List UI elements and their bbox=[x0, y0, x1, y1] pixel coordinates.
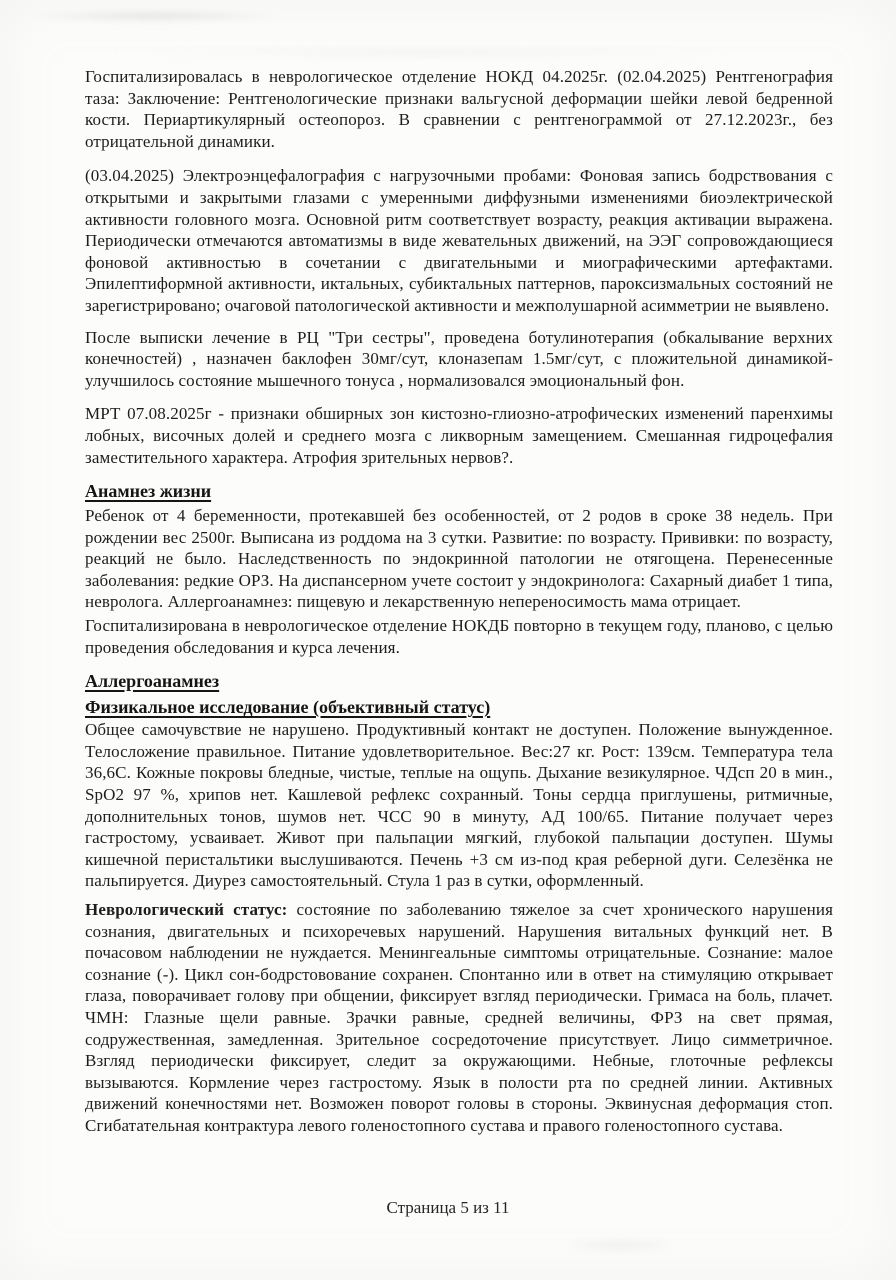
neurological-status-label: Неврологический статус: bbox=[85, 900, 288, 919]
heading-life-anamnesis: Анамнез жизни bbox=[85, 481, 212, 502]
heading-physical-examination: Физикальное исследование (объективный статус) bbox=[85, 697, 491, 718]
scan-smudge-artifact bbox=[25, 10, 285, 22]
neurological-status-text: состояние по заболеванию тяжелое за счет хронического нарушения сознания, двигательных и психоречевых нарушений. Нарушения витальных функций нет. В почасовом наблюдении не нуждается. Менингеальные симптомы отрицательные. Сознание: малое сознание (-). Цикл сон-бодрстовование сохранен. Спонтанно или в ответ на стимуляцию открывает глаза, поворачивает голову при общении, фиксирует взгляд периодически. Гримаса на боль, плачет. ЧМН: Глазные щели равные. Зрачки равные, средней величины, ФРЗ на свет прямая, содружественная, замедленная. Зрительное сосредоточение присутствует. Лицо симметричное. Взгляд периодически фиксирует, следит за окружающими. Небные, глоточные рефлексы вызываются. Кормление через гастростому. Язык в полости рта по средней линии. Активных движений конечностями нет. Возможен поворот головы в стороны. Эквинусная деформация стоп. Сгибатательная контрактура левого голеностопного сустава и правого голеностопного сустава. bbox=[85, 900, 833, 1135]
paragraph-rehospitalization: Госпитализирована в неврологическое отделение НОКДБ повторно в текущем году, планово, с целью проведения обследования и курса лечения. bbox=[85, 616, 833, 657]
paragraph-mri-findings: МРТ 07.08.2025г - признаки обширных зон кистозно-глиозно-атрофических изменений паренхимы лобных, височных долей и среднего мозга с ликворным замещением. Смешанная гидроцефалия заместительного характера. Атрофия зрительных нервов?. bbox=[85, 404, 833, 467]
paragraph-neurological-status bbox=[85, 899, 833, 1137]
paragraph-hospitalization-xray: Госпитализировалась в неврологическое отделение НОКД 04.2025г. (02.04.2025) Рентгенография таза: Заключение: Рентгенологические признаки вальгусной деформации шейки левой бедренной кости. Периартикулярный остеопороз. В сравнении с рентгенограммой от 27.12.2023г., без отрицательной динамики. bbox=[85, 67, 833, 151]
page-number-footer: Страница 5 из 11 bbox=[386, 1198, 510, 1217]
paragraph-rehab-treatment: После выписки лечение в РЦ "Три сестры", проведена ботулинотерапия (обкалывание верхних конечностей) , назначен баклофен 30мг/сут, клоназепам 1.5мг/сут, с пложительной динамикой- улучшилось состояние мышечного тонуса , нормализовался эмоциональный фон. bbox=[85, 327, 833, 390]
heading-allergy-anamnesis: Аллергоанамнез bbox=[85, 671, 220, 692]
scan-smudge-artifact bbox=[560, 1238, 680, 1252]
paragraph-life-anamnesis: Ребенок от 4 беременности, протекавшей без особенностей, от 2 родов в сроке 38 недель. При рождении вес 2500г. Выписана из роддома на 3 сутки. Развитие: по возрасту. Прививки: по возрасту, реакций не было. Наследственность по эндокринной патологии не отягощена. Перенесенные заболевания: редкие ОРЗ. На диспансерном учете состоит у эндокринолога: Сахарный диабет 1 типа, невролога. Аллергоанамнез: пищевую и лекарственную непереносимость мама отрицает. bbox=[85, 506, 833, 612]
document-body bbox=[85, 66, 833, 1137]
scan-smudge-artifact bbox=[110, 48, 750, 58]
paragraph-physical-examination: Общее самочувствие не нарушено. Продуктивный контакт не доступен. Положение вынужденное. Телосложение правильное. Питание удовлетворительное. Вес:27 кг. Рост: 139см. Температура тела 36,6С. Кожные покровы бледные, чистые, теплые на ощупь. Дыхание везикулярное. ЧДсп 20 в мин., SpO2 97 %, хрипов нет. Кашлевой рефлекс сохранный. Тоны сердца приглушены, ритмичные, дополнительных тонов, шумов нет. ЧСС 90 в минуту, АД 100/65. Питание получает через гастростому, усваивает. Живот при пальпации мягкий, глубокой пальпации доступен. Шумы кишечной перистальтики выслушиваются. Печень +3 см из-под края реберной дуги. Селезёнка не пальпируется. Диурез самостоятельный. Стула 1 раз в сутки, оформленный. bbox=[85, 720, 833, 891]
paragraph-eeg-findings: (03.04.2025) Электроэнцефалография с нагрузочными пробами: Фоновая запись бодрствования с открытыми и закрытыми глазами с умеренными диффузными изменениями биоэлектрической активности головного мозга. Основной ритм соответствует возрасту, реакция активации выражена. Периодически отмечаются автоматизмы в виде жевательных движений, на ЭЭГ сопровождающиеся фоновой активностью в сочетании с двигательными и миографическими артефактами. Эпилептиформной активности, иктальных, субиктальных паттернов, пароксизмальных состояний не зарегистрировано; очаговой патологической активности и межполушарной асимметрии не выявлено. bbox=[85, 166, 833, 315]
